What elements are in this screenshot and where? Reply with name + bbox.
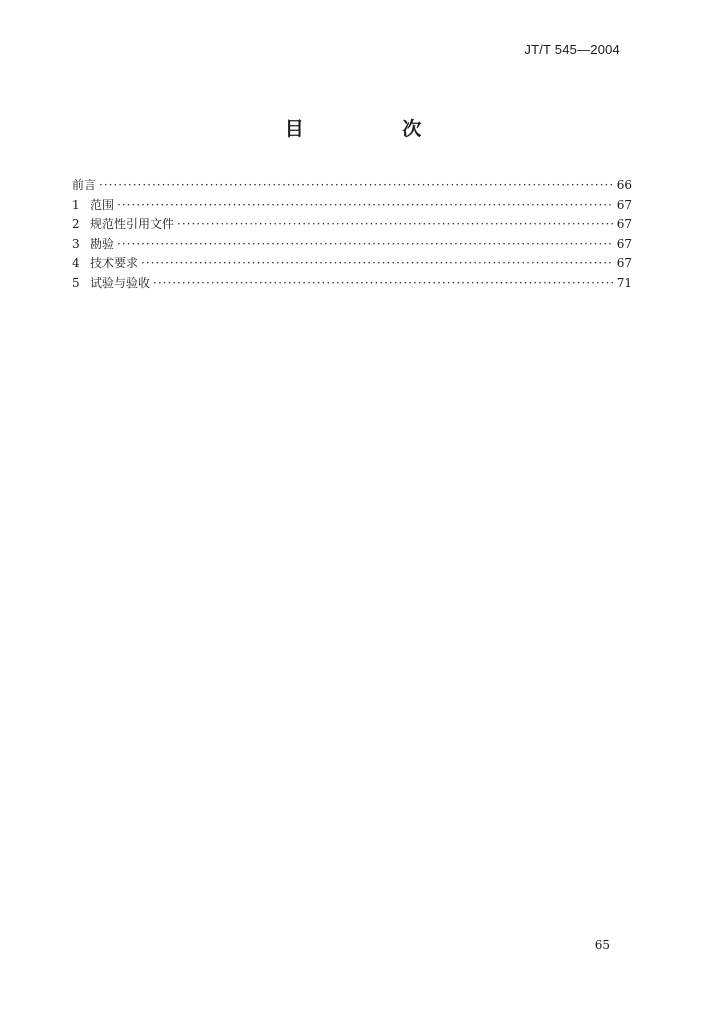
dot-leader bbox=[117, 198, 614, 212]
toc-entry-page: 67 bbox=[616, 197, 632, 212]
toc-entry-number: 2 bbox=[72, 217, 80, 231]
toc-entry-2[interactable] bbox=[72, 215, 632, 235]
dot-leader bbox=[141, 256, 614, 270]
table-of-contents bbox=[72, 176, 632, 293]
toc-entry-label: 勘验 bbox=[90, 236, 115, 251]
toc-entry-number: 3 bbox=[72, 236, 80, 251]
toc-entry-foreword[interactable] bbox=[72, 176, 632, 196]
page-number: 65 bbox=[594, 938, 610, 952]
toc-entry-label: 规范性引用文件 bbox=[90, 217, 175, 231]
page-title: 目 次 bbox=[284, 118, 468, 140]
toc-entry-number: 1 bbox=[72, 197, 80, 212]
toc-entry-3[interactable] bbox=[72, 235, 632, 255]
toc-entry-1[interactable] bbox=[72, 196, 632, 216]
toc-entry-number: 4 bbox=[72, 256, 80, 270]
toc-entry-5[interactable] bbox=[72, 274, 632, 294]
toc-entry-label: 试验与验收 bbox=[90, 275, 151, 290]
toc-entry-label: 技术要求 bbox=[90, 256, 139, 270]
toc-entry-number: 5 bbox=[72, 275, 80, 290]
standard-code: JT/T 545—2004 bbox=[524, 42, 620, 57]
toc-entry-page: 67 bbox=[616, 256, 632, 270]
toc-entry-4[interactable] bbox=[72, 254, 632, 274]
toc-entry-page: 67 bbox=[616, 217, 632, 231]
toc-entry-label: 前言 bbox=[72, 178, 97, 192]
dot-leader bbox=[117, 237, 614, 251]
dot-leader bbox=[153, 276, 614, 290]
toc-entry-label: 范围 bbox=[90, 197, 115, 212]
dot-leader bbox=[99, 178, 614, 192]
toc-entry-page: 67 bbox=[616, 236, 632, 251]
toc-entry-page: 71 bbox=[616, 275, 632, 290]
toc-entry-page: 66 bbox=[616, 178, 632, 192]
dot-leader bbox=[177, 217, 614, 231]
